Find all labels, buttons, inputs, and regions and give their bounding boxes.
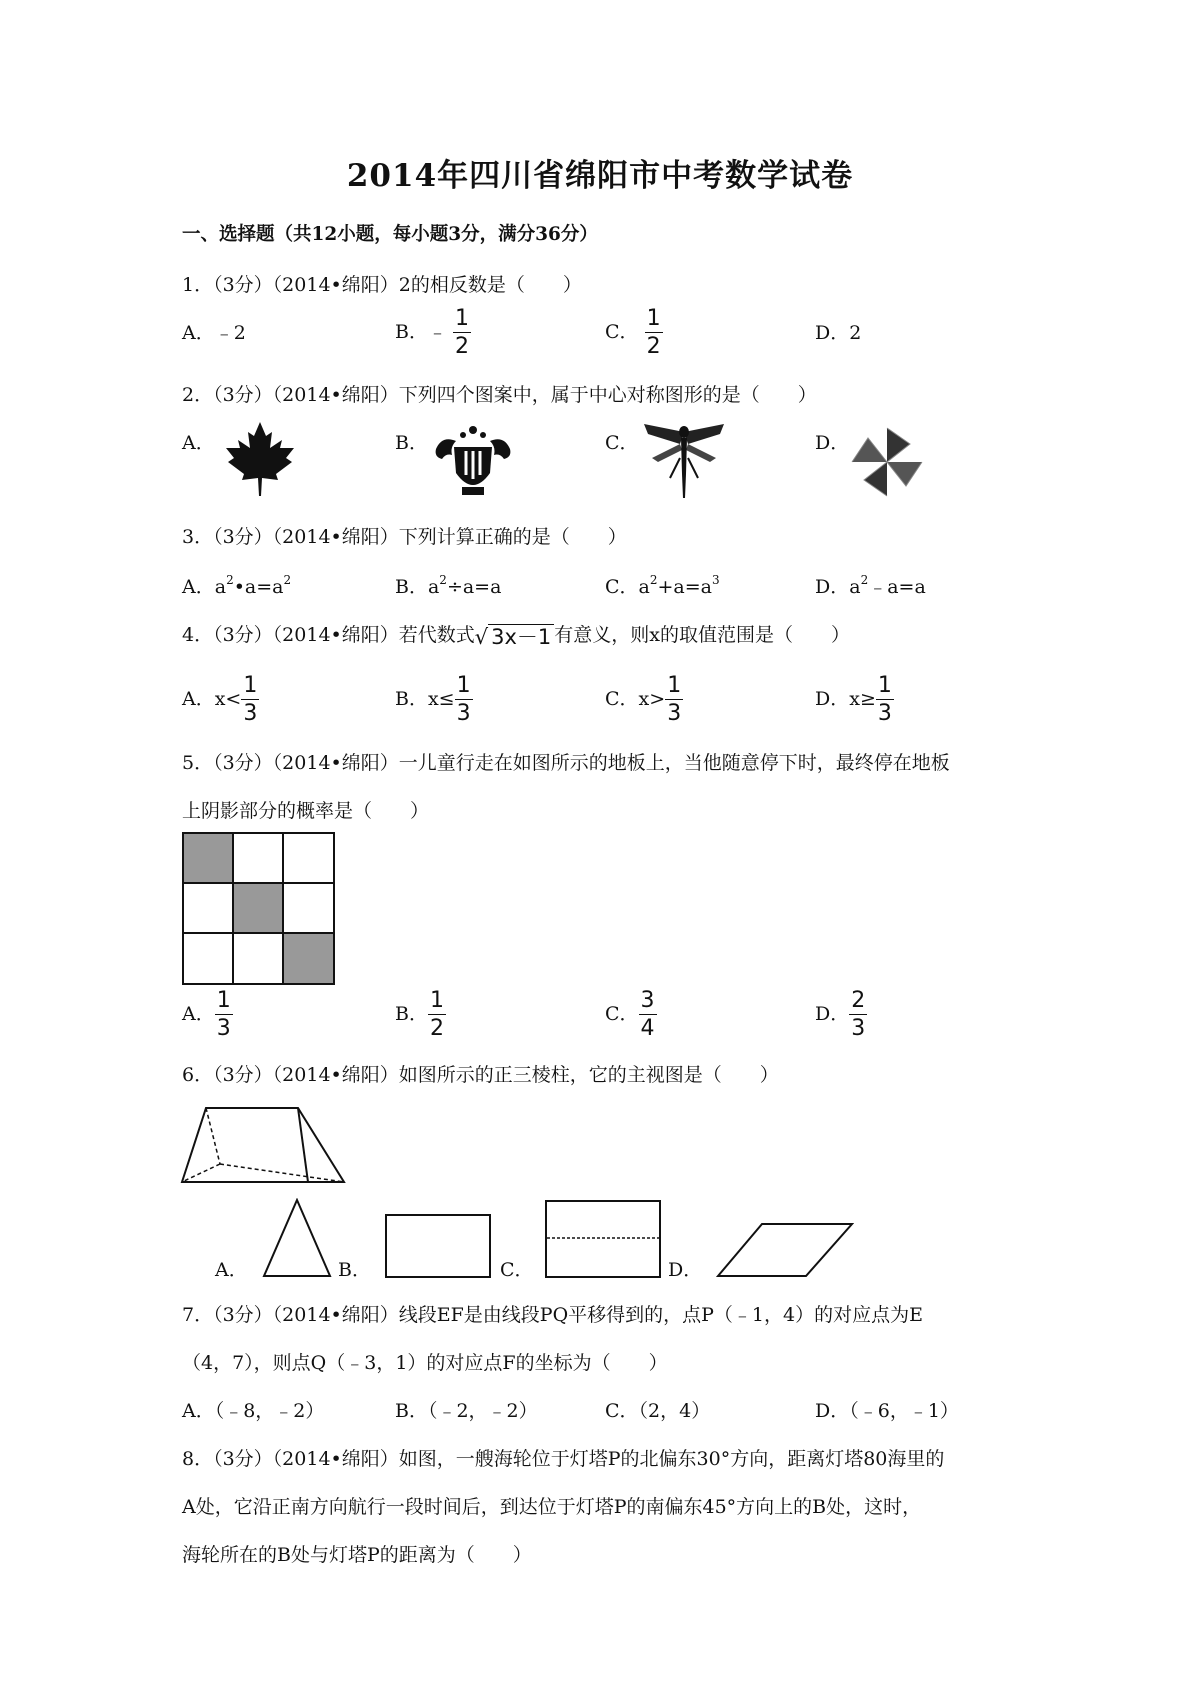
question-7-line-1: 7．（3分）（2014•绵阳）线段EF是由线段PQ平移得到的，点P（﹣1，4）的对应点为E (182, 1304, 923, 1326)
q3-option-c[interactable]: C．$a^2+a=a^3$ (605, 573, 720, 598)
square-root-expression: √ 3x－1 (475, 621, 555, 651)
tulip-ornament-icon (432, 425, 514, 501)
floor-grid-figure (182, 832, 336, 986)
page-title: 2014年四川省绵阳市中考数学试卷 (346, 158, 854, 194)
q6-option-b-rectangle (385, 1214, 491, 1278)
q1-option-b[interactable] (395, 308, 471, 358)
q7-option-a[interactable]: A．（﹣8，﹣2） (182, 1400, 325, 1422)
q7-option-d[interactable]: D．（﹣6，﹣1） (815, 1400, 959, 1422)
q3-option-a[interactable]: A．$a^2•a=a^2$ (182, 573, 292, 598)
question-7-line-2: （4，7），则点Q（﹣3，1）的对应点F的坐标为（ ） (182, 1352, 668, 1374)
q7-option-b[interactable]: B．（﹣2，﹣2） (395, 1400, 538, 1422)
question-8-line-2: A处，它沿正南方向航行一段时间后，到达位于灯塔P的南偏东45°方向上的B处，这时， (182, 1496, 922, 1518)
q5-option-b[interactable]: B． $\frac{1}{2}$ (395, 988, 444, 1041)
q5-option-c[interactable]: C． $\frac{3}{4}$ (605, 988, 655, 1041)
q4-option-b[interactable]: B．x≤ $\frac{1}{3}$ (395, 673, 471, 726)
section-heading: 一、选择题（共12小题，每小题3分，满分36分） (182, 224, 598, 245)
question-5-line-1: 5．（3分）（2014•绵阳）一儿童行走在如图所示的地板上，当他随意停下时，最终停在地板 (182, 752, 950, 774)
q1-option-b-label: B．﹣ (395, 321, 447, 343)
q2-option-d[interactable]: D． (815, 432, 850, 454)
q3-option-b[interactable]: B．$a^2\div a=a$ (395, 573, 502, 598)
q6-option-a-triangle (262, 1198, 332, 1278)
q4-option-c[interactable]: C．x> $\frac{1}{3}$ (605, 673, 682, 726)
triangular-prism-figure (180, 1104, 346, 1186)
question-3: 3．（3分）（2014•绵阳）下列计算正确的是（ ） (182, 526, 627, 548)
question-1: 1．（3分）（2014•绵阳）2的相反数是（ ） (182, 274, 582, 296)
q7-option-c[interactable]: C．（2，4） (605, 1400, 711, 1422)
q1-option-d[interactable]: D．2 (815, 322, 862, 344)
q6-option-c[interactable]: C． (500, 1259, 534, 1281)
question-6: 6．（3分）（2014•绵阳）如图所示的正三棱柱，它的主视图是（ ） (182, 1064, 779, 1086)
dragonfly-icon (640, 418, 728, 502)
q1-option-c-label: C． (605, 321, 639, 343)
q2-option-b[interactable]: B． (395, 432, 428, 454)
q1-option-b-fraction: $\frac{1}{2}$ (455, 306, 470, 359)
question-5-line-2: 上阴影部分的概率是（ ） (182, 800, 430, 822)
q6-option-b[interactable]: B． (338, 1259, 371, 1281)
q1-option-c-fraction: $\frac{1}{2}$ (646, 306, 661, 359)
q6-option-c-rectangle-dashed (545, 1200, 661, 1278)
q4-option-a[interactable]: A．x< $\frac{1}{3}$ (182, 673, 258, 726)
q6-option-a[interactable]: A． (215, 1259, 248, 1281)
question-4: 4．（3分）（2014•绵阳）若代数式√ 3x－1 有意义，则x的取值范围是（ ） (182, 620, 850, 651)
q2-option-c[interactable]: C． (605, 432, 639, 454)
question-8-line-1: 8．（3分）（2014•绵阳）如图，一艘海轮位于灯塔P的北偏东30°方向，距离灯塔80海里的 (182, 1448, 945, 1470)
q5-option-d[interactable]: D． $\frac{2}{3}$ (815, 988, 866, 1041)
q4-option-d[interactable]: D．x≥ $\frac{1}{3}$ (815, 673, 892, 726)
question-2: 2．（3分）（2014•绵阳）下列四个图案中，属于中心对称图形的是（ ） (182, 384, 817, 406)
pinwheel-icon (848, 424, 926, 500)
q5-option-a[interactable]: A． $\frac{1}{3}$ (182, 988, 231, 1041)
q6-option-d[interactable]: D． (668, 1259, 703, 1281)
maple-leaf-icon (222, 420, 298, 498)
q1-option-a[interactable]: A．﹣2 (182, 322, 246, 344)
question-8-line-3: 海轮所在的B处与灯塔P的距离为（ ） (182, 1544, 532, 1566)
q6-option-d-parallelogram (716, 1222, 854, 1278)
q1-option-c[interactable] (605, 308, 663, 358)
q3-option-d[interactable]: D．$a^2﹣a=a$ (815, 573, 926, 598)
q2-option-a[interactable]: A． (182, 432, 215, 454)
